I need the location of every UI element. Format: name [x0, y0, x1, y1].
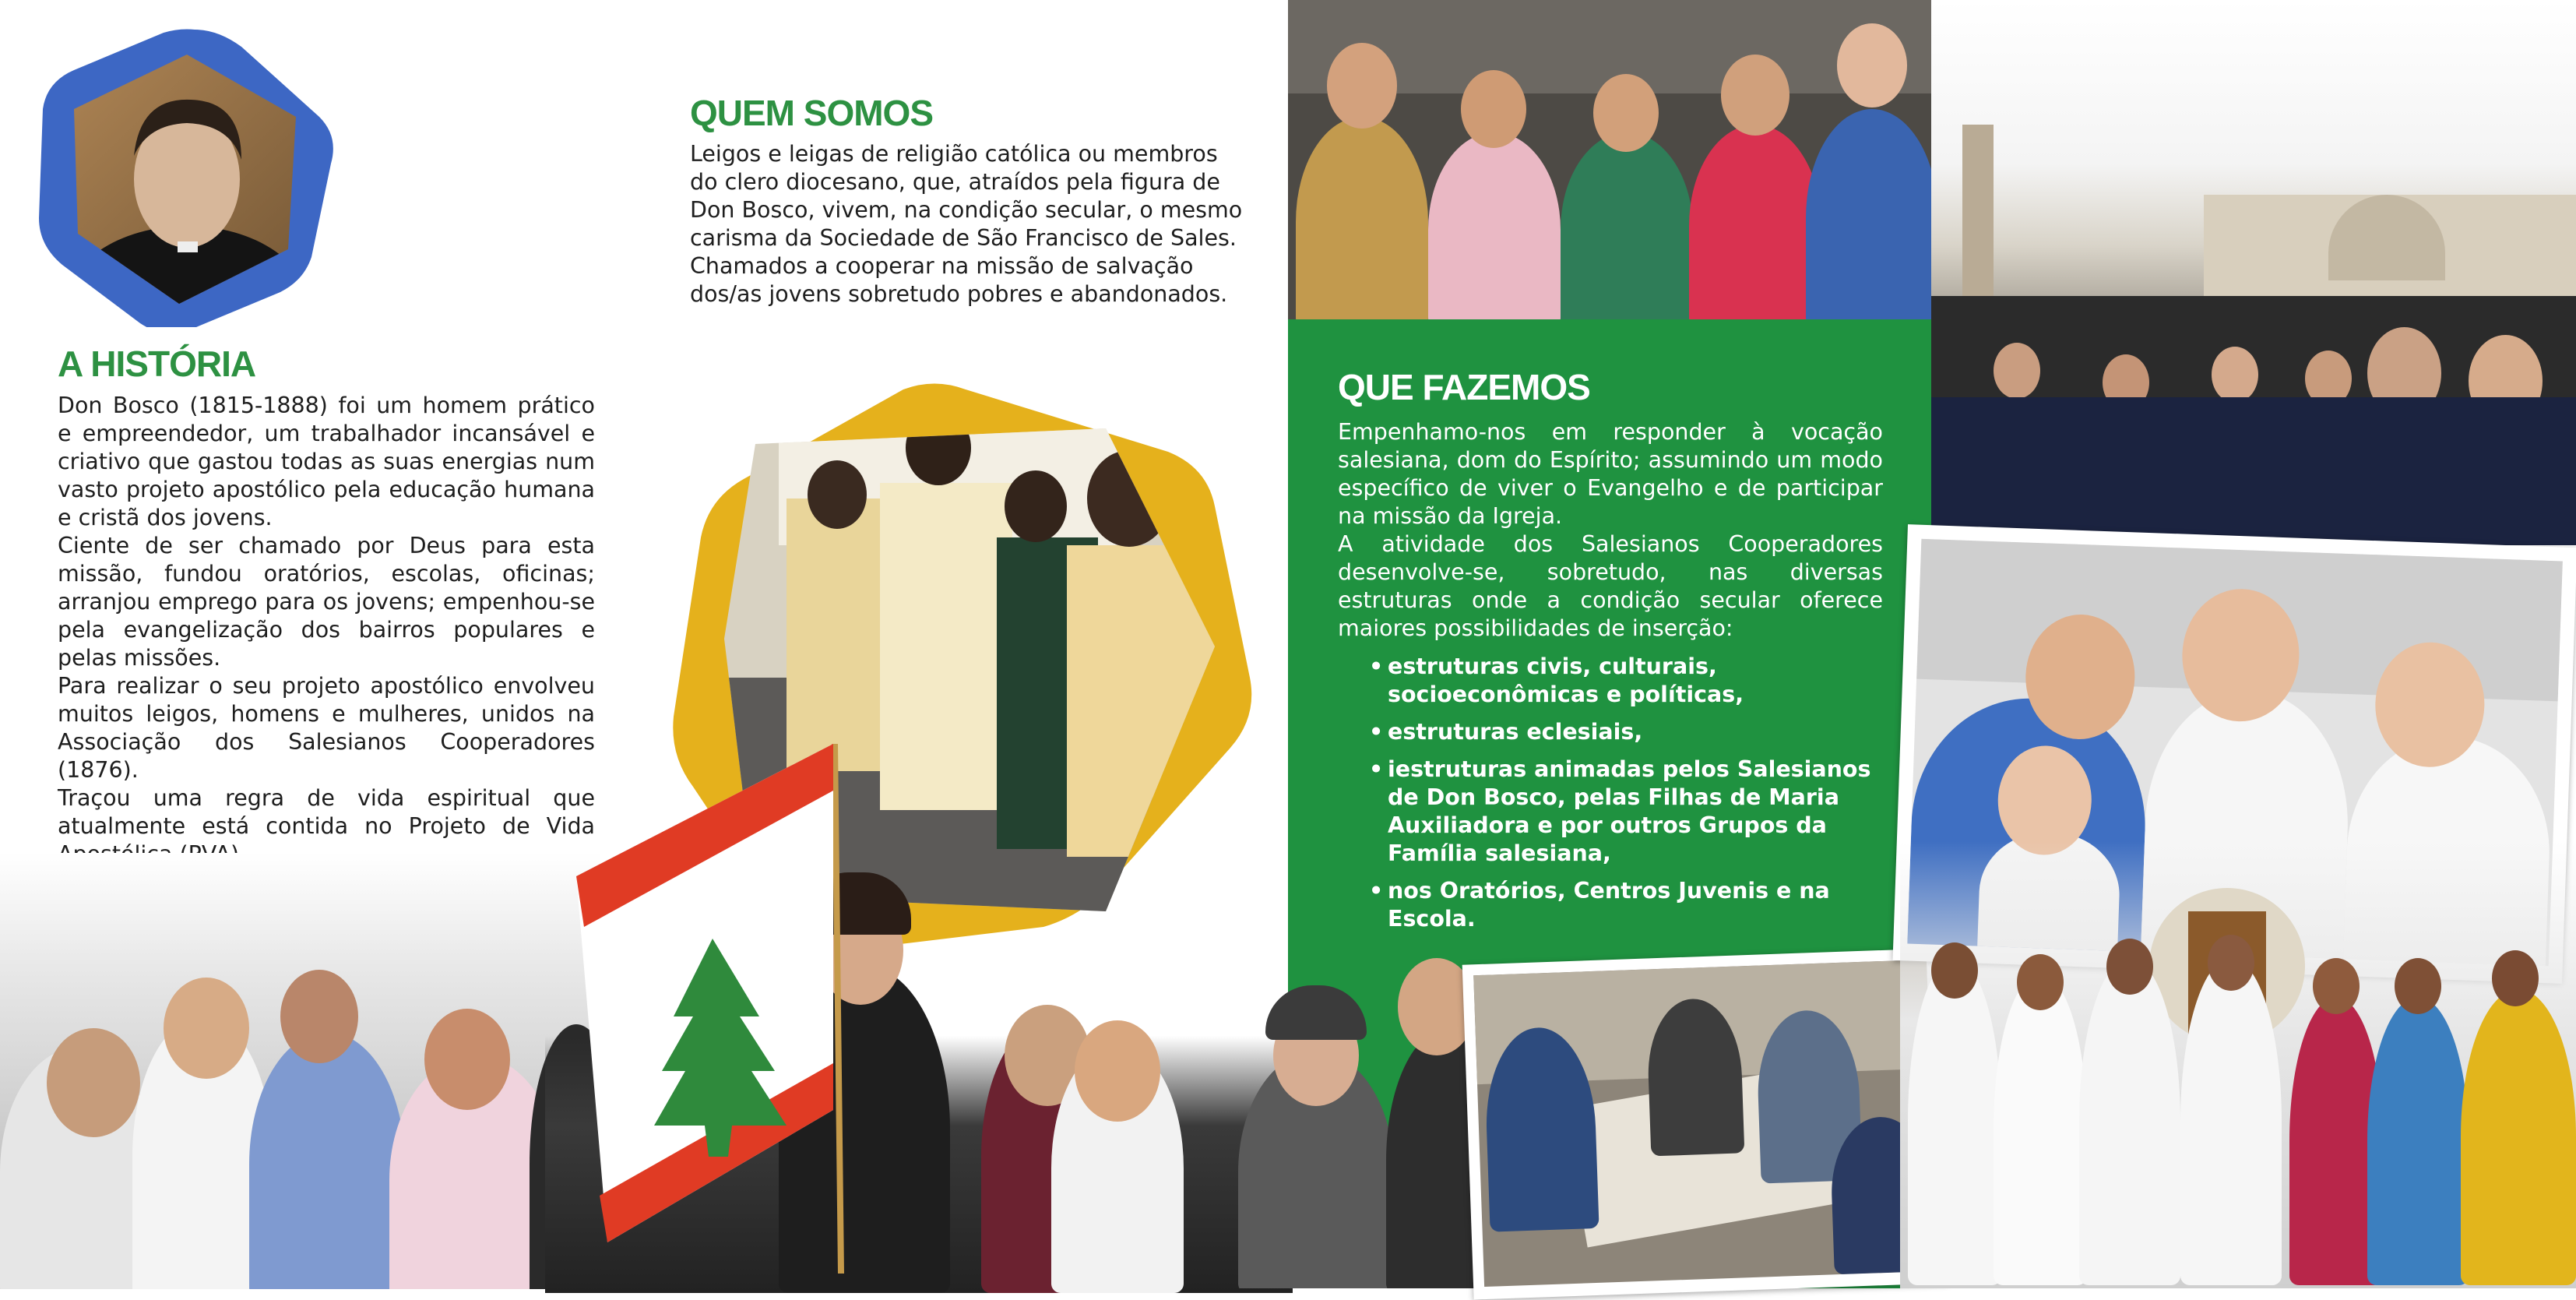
que-fazemos-paragraph: Empenhamo-nos em responder à vocação salesiana, dom do Espírito; assumindo um modo específico de viver o Evangelho e de participar na missão da Igreja. — [1338, 419, 1883, 529]
list-item: • iestruturas animadas pelos Salesianos de Don Bosco, pelas Filhas de Maria Auxiliadora e por outros Grupos da Família salesiana, — [1369, 756, 1883, 868]
historia-paragraph: Don Bosco (1815-1888) foi um homem prático e empreendedor, um trabalhador incansável e criativo que gastou todas as suas energias num vasto projeto apostólico pela educação humana e cristã dos jovens. — [58, 393, 595, 530]
que-fazemos-title: QUE FAZEMOS — [1338, 367, 1590, 407]
que-fazemos-text — [1338, 418, 1883, 643]
photo-meeting — [1462, 948, 1949, 1299]
lebanon-flag — [561, 736, 857, 1274]
list-item: • estruturas civis, culturais, socioeconômicas e políticas, — [1369, 653, 1883, 709]
quem-somos-title: QUEM SOMOS — [690, 93, 934, 133]
quem-somos-text: Leigos e leigas de religião católica ou membros do clero diocesano, que, atraídos pela figura de Don Bosco, vivem, na condição secular, o mesmo carisma da Sociedade de São Francisco de Sales. Chamados a cooperar na missão de salvação dos/as jovens sobretudo pobres e abandonados. — [690, 141, 1243, 307]
historia-paragraph: Ciente de ser chamado por Deus para esta missão, fundou oratórios, escolas, oficinas; arranjou emprego para os jovens; empenhou-se pela evangelização dos bairros populares e pelas missões. — [58, 533, 595, 671]
historia-paragraph: Para realizar o seu projeto apostólico envolveu muitos leigos, homens e mulheres, unidos na Associação dos Salesianos Cooperadores (1876). — [58, 673, 595, 783]
photo-vatican-group — [1931, 0, 2576, 545]
portrait-frame — [31, 23, 343, 327]
photo-mongolia-group — [1288, 0, 1931, 319]
list-item: • nos Oratórios, Centros Juvenis e na Escola. — [1369, 877, 1883, 933]
historia-paragraph: Traçou uma regra de vida espiritual que atualmente está contida no Projeto de Vida — [58, 785, 595, 839]
que-fazemos-list — [1369, 653, 1883, 942]
que-fazemos-paragraph: A atividade dos Salesianos Cooperadores desenvolve-se, sobretudo, nas diversas estruturas onde a condição secular oferece maiores possibilidades de inserção: — [1338, 531, 1883, 641]
historia-title: A HISTÓRIA — [58, 343, 256, 384]
list-item: • estruturas eclesiais, — [1369, 718, 1883, 746]
photo-cooperators-group — [0, 853, 600, 1289]
photo-india-group — [1900, 841, 2576, 1288]
